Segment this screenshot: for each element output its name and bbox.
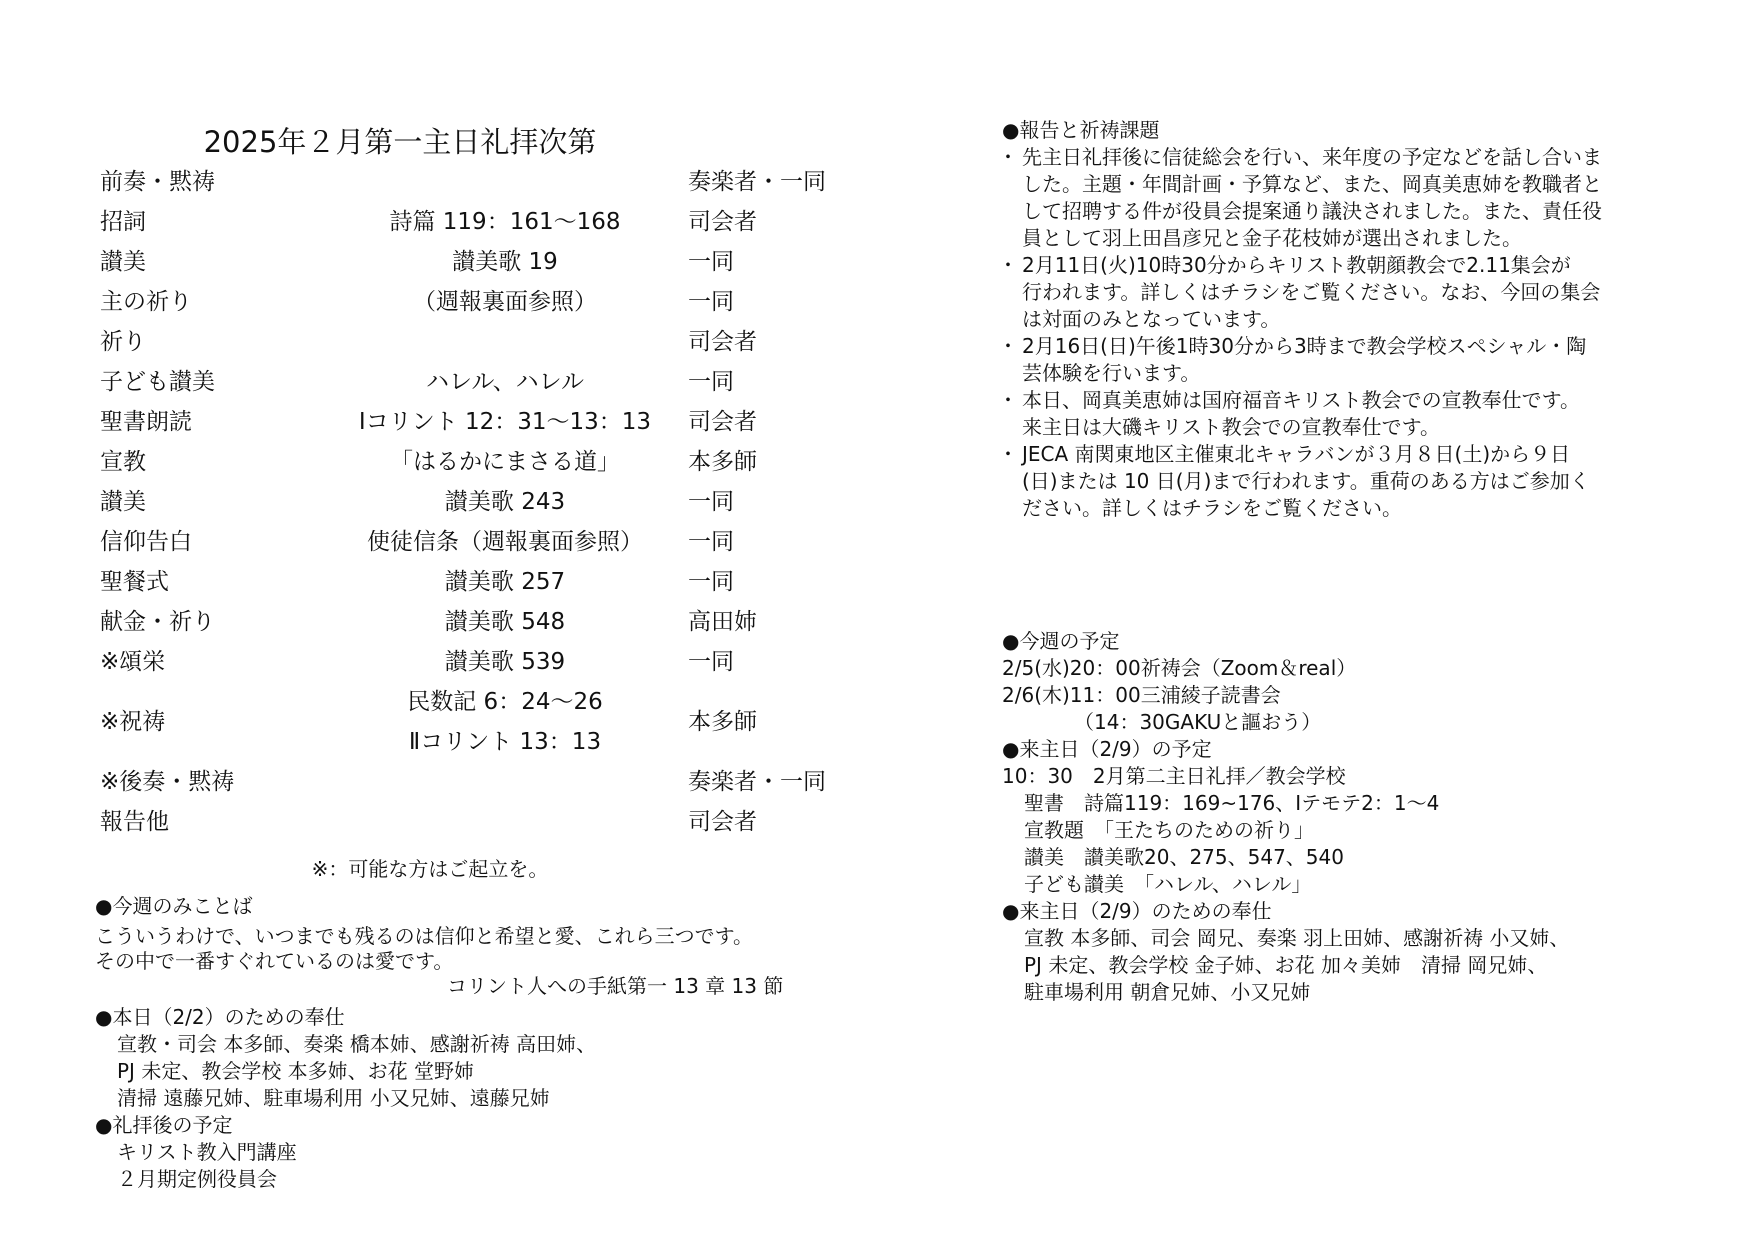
service-leader: 本多師 bbox=[688, 709, 757, 735]
verse-line: こういうわけで、いつまでも残るのは信仰と希望と愛、これら三つです。 bbox=[95, 924, 753, 948]
service-leader: 司会者 bbox=[688, 329, 757, 355]
section-heading: ●報告と祈祷課題 bbox=[1002, 118, 1160, 142]
service-leader: 一同 bbox=[688, 369, 734, 395]
service-leader: 一同 bbox=[688, 289, 734, 315]
service-row bbox=[100, 562, 860, 602]
service-content: Ⅰコリント 12：31～13：13 bbox=[358, 409, 652, 435]
section-heading: ●今週の予定 bbox=[1002, 629, 1120, 653]
service-content: 讃美歌 548 bbox=[444, 609, 566, 635]
weekly-word bbox=[95, 924, 784, 998]
service-row bbox=[100, 402, 860, 442]
service-line: 駐車場利用 朝倉兄姉、小又兄姉 bbox=[1024, 980, 1311, 1004]
service-line: PJ 未定、教会学校 金子姉、お花 加々美姉 清掃 岡兄姉、 bbox=[1024, 953, 1548, 977]
service-item: 宣教 bbox=[100, 449, 146, 475]
service-row bbox=[100, 762, 860, 802]
service-row bbox=[100, 682, 860, 762]
service-row bbox=[100, 202, 860, 242]
service-item: 讃美 bbox=[100, 489, 146, 515]
announcement-line: は対面のみとなっています。 bbox=[1022, 307, 1281, 331]
service-item: 献金・祈り bbox=[100, 609, 215, 635]
service-content-line: Ⅱコリント 13：13 bbox=[408, 729, 602, 755]
service-item: 主の祈り bbox=[100, 289, 192, 315]
service-leader: 司会者 bbox=[688, 809, 757, 835]
section-heading: ●本日（2/2）のための奉仕 bbox=[95, 1005, 345, 1029]
schedule-line: ２月期定例役員会 bbox=[117, 1167, 277, 1191]
weekly-word-heading: ●今週のみことば bbox=[95, 894, 253, 918]
verse-line: その中で一番すぐれているのは愛です。 bbox=[95, 949, 454, 973]
schedule-line: 2/6(木)11：00三浦綾子読書会 bbox=[1002, 683, 1281, 707]
schedule-line: キリスト教入門講座 bbox=[117, 1140, 297, 1164]
service-leader: 本多師 bbox=[688, 449, 757, 475]
service-content: 「はるかにまさる道」 bbox=[390, 449, 620, 475]
service-leader: 一同 bbox=[688, 489, 734, 515]
service-item: 祈り bbox=[100, 329, 146, 355]
announcement-item: ・ 先主日礼拝後に信徒総会を行い、来年度の予定などを話し合いま bbox=[1002, 144, 1682, 171]
service-leader: 一同 bbox=[688, 569, 734, 595]
service-row bbox=[100, 802, 860, 842]
service-item: ※後奏・黙祷 bbox=[100, 769, 235, 795]
service-content-line: 民数記 6：24～26 bbox=[407, 689, 603, 715]
service-line: 宣教 本多師、司会 岡兄、奏楽 羽上田姉、感謝祈祷 小又姉、 bbox=[1024, 926, 1570, 950]
service-row bbox=[100, 602, 860, 642]
schedule bbox=[1002, 628, 1569, 1006]
announcement-line: ださい。詳しくはチラシをご覧ください。 bbox=[1022, 496, 1402, 520]
order-of-service bbox=[100, 162, 860, 842]
service-row bbox=[100, 482, 860, 522]
service-line: PJ 未定、教会学校 本多姉、お花 堂野姉 bbox=[117, 1059, 475, 1083]
announcements bbox=[1002, 117, 1682, 522]
service-row bbox=[100, 642, 860, 682]
service-content: 讃美歌 539 bbox=[444, 649, 566, 675]
schedule-line: 宣教題 「王たちのための祈り」 bbox=[1024, 818, 1314, 842]
today-service bbox=[95, 1004, 596, 1193]
service-item: 聖書朗読 bbox=[100, 409, 192, 435]
service-item: ※祝祷 bbox=[100, 709, 166, 735]
service-row bbox=[100, 282, 860, 322]
schedule-line: 2/5(水)20：00祈祷会（Zoom＆real） bbox=[1002, 656, 1357, 680]
section-heading: ●来主日（2/9）のための奉仕 bbox=[1002, 899, 1272, 923]
section-heading: ●礼拝後の予定 bbox=[95, 1113, 233, 1137]
service-row bbox=[100, 522, 860, 562]
service-item: 聖餐式 bbox=[100, 569, 169, 595]
service-leader: 高田姉 bbox=[688, 609, 757, 635]
service-content: 使徒信条（週報裏面参照） bbox=[367, 529, 643, 555]
announcement-item: ・ 本日、岡真美恵姉は国府福音キリスト教会での宣教奉仕です。 bbox=[1002, 387, 1682, 414]
announcement-line: 行われます。詳しくはチラシをご覧ください。なお、今回の集会 bbox=[1022, 280, 1601, 304]
service-row bbox=[100, 442, 860, 482]
service-content: 讃美歌 243 bbox=[444, 489, 566, 515]
service-item: 讃美 bbox=[100, 249, 146, 275]
service-leader: 奏楽者・一同 bbox=[688, 769, 826, 795]
announcement-item: ・ JECA 南関東地区主催東北キャラバンが３月８日(土)から９日 bbox=[1002, 441, 1682, 468]
verse-reference: コリント人への手紙第一 13 章 13 節 bbox=[447, 974, 784, 998]
service-line: 宣教・司会 本多師、奏楽 橋本姉、感謝祈祷 高田姉、 bbox=[117, 1032, 597, 1056]
standing-note: ※：可能な方はご起立を。 bbox=[311, 857, 549, 881]
announcement-line: 員として羽上田昌彦兄と金子花枝姉が選出されました。 bbox=[1022, 226, 1522, 250]
service-leader: 一同 bbox=[688, 649, 734, 675]
announcement-line: して招聘する件が役員会提案通り議決されました。また、責任役 bbox=[1022, 199, 1602, 223]
service-item: ※頌栄 bbox=[100, 649, 166, 675]
schedule-line: （14：30GAKUと謳おう） bbox=[1074, 710, 1322, 734]
service-row bbox=[100, 322, 860, 362]
service-leader: 司会者 bbox=[688, 209, 757, 235]
announcement-item: ・ 2月16日(日)午後1時30分から3時まで教会学校スペシャル・陶 bbox=[1002, 333, 1682, 360]
service-content: ハレル、ハレル bbox=[425, 369, 584, 395]
schedule-line: 10：30 2月第二主日礼拝／教会学校 bbox=[1002, 764, 1346, 788]
announcement-line: した。主題・年間計画・予算など、また、岡真美恵姉を教職者と bbox=[1022, 172, 1602, 196]
service-content: 讃美歌 19 bbox=[452, 249, 558, 275]
service-leader: 奏楽者・一同 bbox=[688, 169, 826, 195]
service-leader: 司会者 bbox=[688, 409, 757, 435]
announcement-item: ・ 2月11日(火)10時30分からキリスト教朝顔教会で2.11集会が bbox=[1002, 252, 1682, 279]
service-item: 招詞 bbox=[100, 209, 146, 235]
announcement-line: 来主日は大磯キリスト教会での宣教奉仕です。 bbox=[1022, 415, 1440, 439]
service-item: 信仰告白 bbox=[100, 529, 192, 555]
service-item: 前奏・黙祷 bbox=[100, 169, 215, 195]
service-row bbox=[100, 362, 860, 402]
service-leader: 一同 bbox=[688, 529, 734, 555]
service-leader: 一同 bbox=[688, 249, 734, 275]
schedule-line: 聖書 詩篇119：169~176、Ⅰテモテ2：1～4 bbox=[1024, 791, 1440, 815]
service-content: （週報裏面参照） bbox=[413, 289, 597, 315]
service-content: 讃美歌 257 bbox=[444, 569, 566, 595]
announcement-line: (日)または 10 日(月)まで行われます。重荷のある方はご参加く bbox=[1022, 469, 1590, 493]
section-heading: ●来主日（2/9）の予定 bbox=[1002, 737, 1212, 761]
schedule-line: 子ども讃美 「ハレル、ハレル」 bbox=[1024, 872, 1312, 896]
page-title: 2025年２月第一主日礼拝次第 bbox=[203, 125, 597, 159]
schedule-line: 讃美 讃美歌20、275、547、540 bbox=[1024, 845, 1344, 869]
announcement-line: 芸体験を行います。 bbox=[1022, 361, 1201, 385]
service-row bbox=[100, 242, 860, 282]
service-content: 詩篇 119：161～168 bbox=[389, 209, 621, 235]
service-item: 報告他 bbox=[100, 809, 169, 835]
service-row bbox=[100, 162, 860, 202]
service-item: 子ども讃美 bbox=[100, 369, 215, 395]
service-line: 清掃 遠藤兄姉、駐車場利用 小又兄姉、遠藤兄姉 bbox=[117, 1086, 550, 1110]
